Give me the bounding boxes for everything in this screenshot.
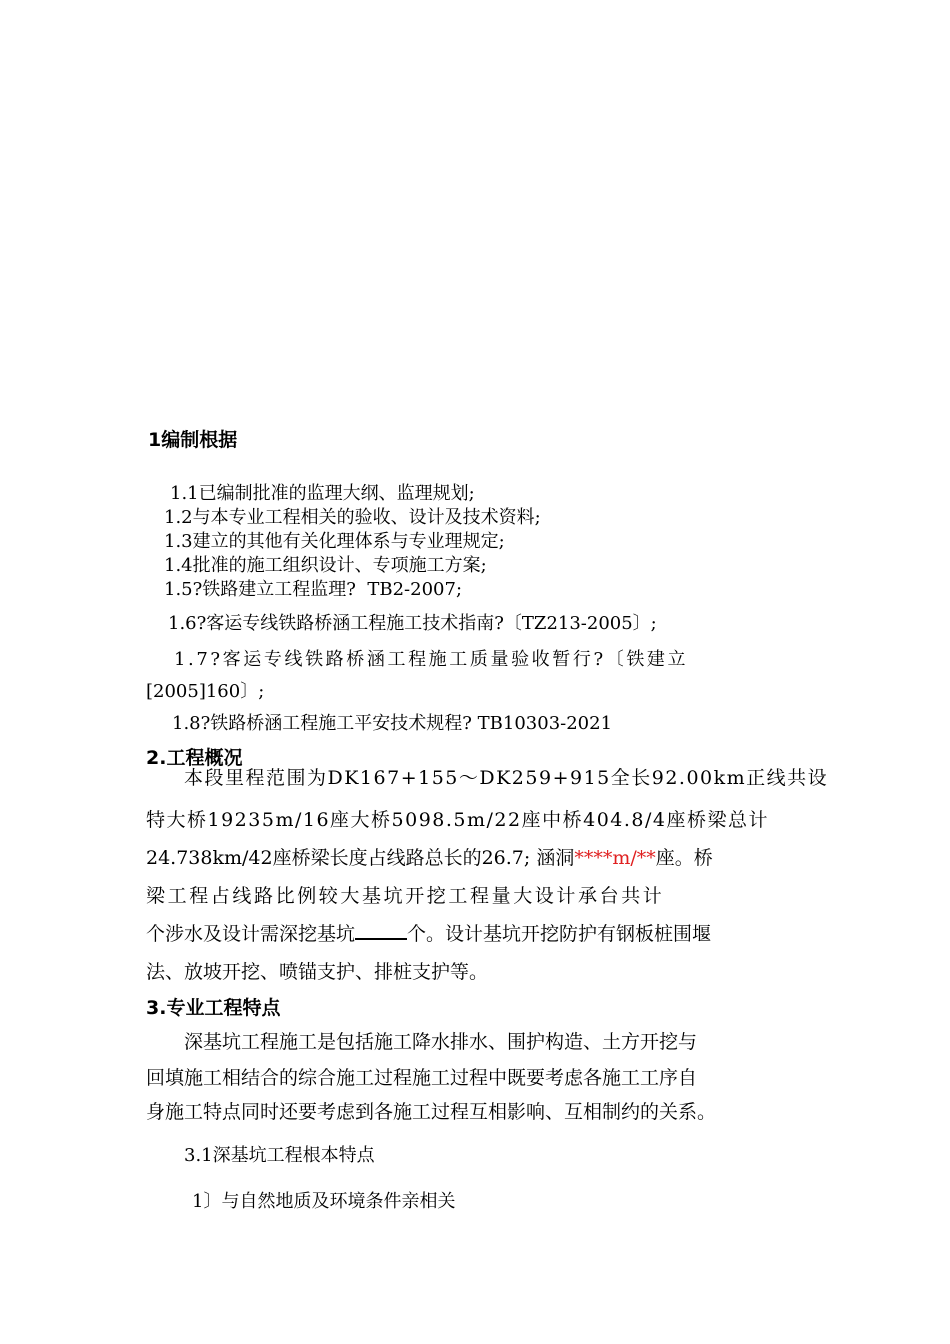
section-1-item-5: 1.5?铁路建立工程监理? TB2-2007; bbox=[164, 579, 463, 600]
section-2-line-5-tail: 个。设计基坑开挖防护有钢板桩围堰 bbox=[407, 923, 712, 945]
section-3-line-3: 身施工特点同时还要考虑到各施工过程互相影响、互相制约的关系。 bbox=[146, 1101, 717, 1123]
culvert-placeholder: ****m/** bbox=[574, 847, 656, 869]
section-2-heading: 2.工程概况 bbox=[146, 747, 243, 769]
section-2-line-3-tail: 座。桥 bbox=[655, 847, 713, 869]
section-2-line-6: 法、放坡开挖、喷锚支护、排桩支护等。 bbox=[146, 961, 489, 983]
blank-underline bbox=[355, 922, 407, 940]
section-2-line-3-text: 24.738km/42座桥梁长度占线路总长的26.7; 涵洞 bbox=[146, 847, 575, 869]
section-1-item-1: 1.1已编制批准的监理大纲、监理规划; bbox=[170, 483, 475, 504]
section-3-1-heading: 3.1深基坑工程根本特点 bbox=[184, 1145, 375, 1166]
section-1-item-2: 1.2与本专业工程相关的验收、设计及技术资料; bbox=[164, 507, 541, 528]
section-1-item-3: 1.3建立的其他有关化理体系与专业理规定; bbox=[164, 531, 505, 552]
section-1-heading: 1编制根据 bbox=[148, 429, 238, 451]
section-1-item-7-continued: [2005]160〕; bbox=[146, 681, 265, 702]
section-1-item-6: 1.6?客运专线铁路桥涵工程施工技术指南?〔TZ213-2005〕; bbox=[168, 613, 657, 634]
section-3-heading: 3.专业工程特点 bbox=[146, 997, 281, 1019]
section-3-line-2: 回填施工相结合的综合施工过程施工过程中既要考虑各施工工序自 bbox=[146, 1067, 698, 1089]
section-2-line-5 bbox=[146, 922, 711, 946]
section-2-line-5-text: 个涉水及设计需深挖基坑 bbox=[146, 923, 356, 945]
section-2-line-2: 特大桥19235m/16座大桥5098.5m/22座中桥404.8/4座桥梁总计 bbox=[146, 809, 769, 831]
section-1-item-8: 1.8?铁路桥涵工程施工平安技术规程? TB10303-2021 bbox=[172, 713, 613, 734]
section-2-line-3 bbox=[146, 846, 713, 870]
section-1-item-7: 1.7?客运专线铁路桥涵工程施工质量验收暂行?〔铁建立 bbox=[174, 649, 689, 670]
section-2-line-4: 梁工程占线路比例较大基坑开挖工程量大设计承台共计 bbox=[146, 885, 665, 907]
section-1-item-4: 1.4批准的施工组织设计、专项施工方案; bbox=[164, 555, 487, 576]
section-3-line-1: 深基坑工程施工是包括施工降水排水、围护构造、土方开挖与 bbox=[184, 1031, 698, 1053]
section-2-line-1: 本段里程范围为DK167+155～DK259+915全长92.00km正线共设 bbox=[184, 767, 829, 789]
section-3-1-item-1: 1〕与自然地质及环境条件亲相关 bbox=[192, 1191, 456, 1212]
